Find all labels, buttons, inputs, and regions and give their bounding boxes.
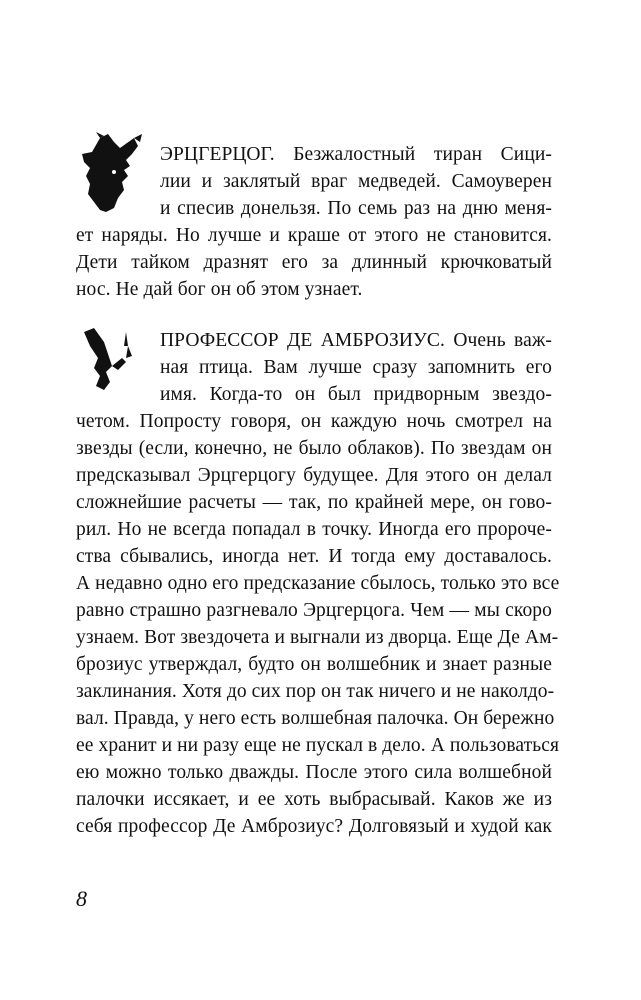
entry-2-line-16: ее хранит и ни разу еще не пускал в дело. А пользоваться: [76, 735, 560, 756]
entry-2-line-6: предсказывал Эрцгерцогу будущее. Для этого он делал: [76, 465, 552, 486]
entry-2-line-17: ею можно только дважды. После этого сила волшебной: [76, 762, 552, 783]
entry-1-line-5: Дети тайком дразнят его за длинный крючковатый: [76, 252, 552, 273]
entry-2-line-3: имя. Когда-то он был придворным звездо-: [160, 384, 552, 405]
entry-2-line-11: равно страшно разгневало Эрцгерцога. Чем — мы скоро: [76, 600, 552, 621]
entry-1-line-3: и спесив донельзя. По семь раз на дню меня-: [160, 198, 552, 219]
entry-2-line-5: звезды (если, конечно, не было облаков). По звездам он: [76, 438, 552, 459]
entry-2-line-2: ная птица. Вам лучше сразу запомнить его: [160, 357, 552, 378]
entry-2-line-9: ства сбывались, иногда нет. И тогда ему доставалось.: [76, 546, 552, 567]
entry-1-line-4: ет наряды. Но лучше и краше от этого не становится.: [76, 225, 552, 246]
entry-2-line-10: А недавно одно его предсказание сбылось, только это все: [76, 573, 560, 594]
entry-2-line-1: ПРОФЕССОР ДЕ АМБРОЗИУС. Очень важ-: [160, 330, 552, 351]
professor-silhouette-icon: [82, 328, 142, 392]
archduke-silhouette-icon: [78, 132, 156, 218]
entry-2-line-15: вал. Правда, у него есть волшебная палочка. Он бережно: [76, 708, 555, 729]
entry-2-line-12: узнаем. Вот звездочета и выгнали из дворца. Еще Де Ам-: [76, 627, 559, 648]
entry-1-line-2: лии и заклятый враг медведей. Самоуверен: [160, 171, 552, 192]
entry-2-line-13: брозиус утверждал, будто он волшебник и знает разные: [76, 654, 552, 675]
entry-2-line-18: палочки иссякает, и ее хоть выбрасывай. Каков же из: [76, 789, 552, 810]
page-number: 8: [76, 886, 87, 911]
entry-2-line-14: заклинания. Хотя до сих пор он так ничего и не наколдо-: [76, 681, 555, 702]
entry-2-line-8: рил. Но не всегда попадал в точку. Иногда его пророче-: [76, 519, 552, 540]
entry-2-line-19: себя профессор Де Амброзиус? Долговязый и худой как: [76, 816, 552, 837]
entry-1-line-6: нос. Не дай бог он об этом узнает.: [76, 279, 363, 300]
entry-2-line-4: четом. Попросту говоря, он каждую ночь смотрел на: [76, 411, 552, 432]
entry-1-line-1: ЭРЦГЕРЦОГ. Безжалостный тиран Сици-: [160, 144, 552, 165]
entry-2-line-7: сложнейшие расчеты — так, по крайней мере, он гово-: [76, 492, 552, 513]
